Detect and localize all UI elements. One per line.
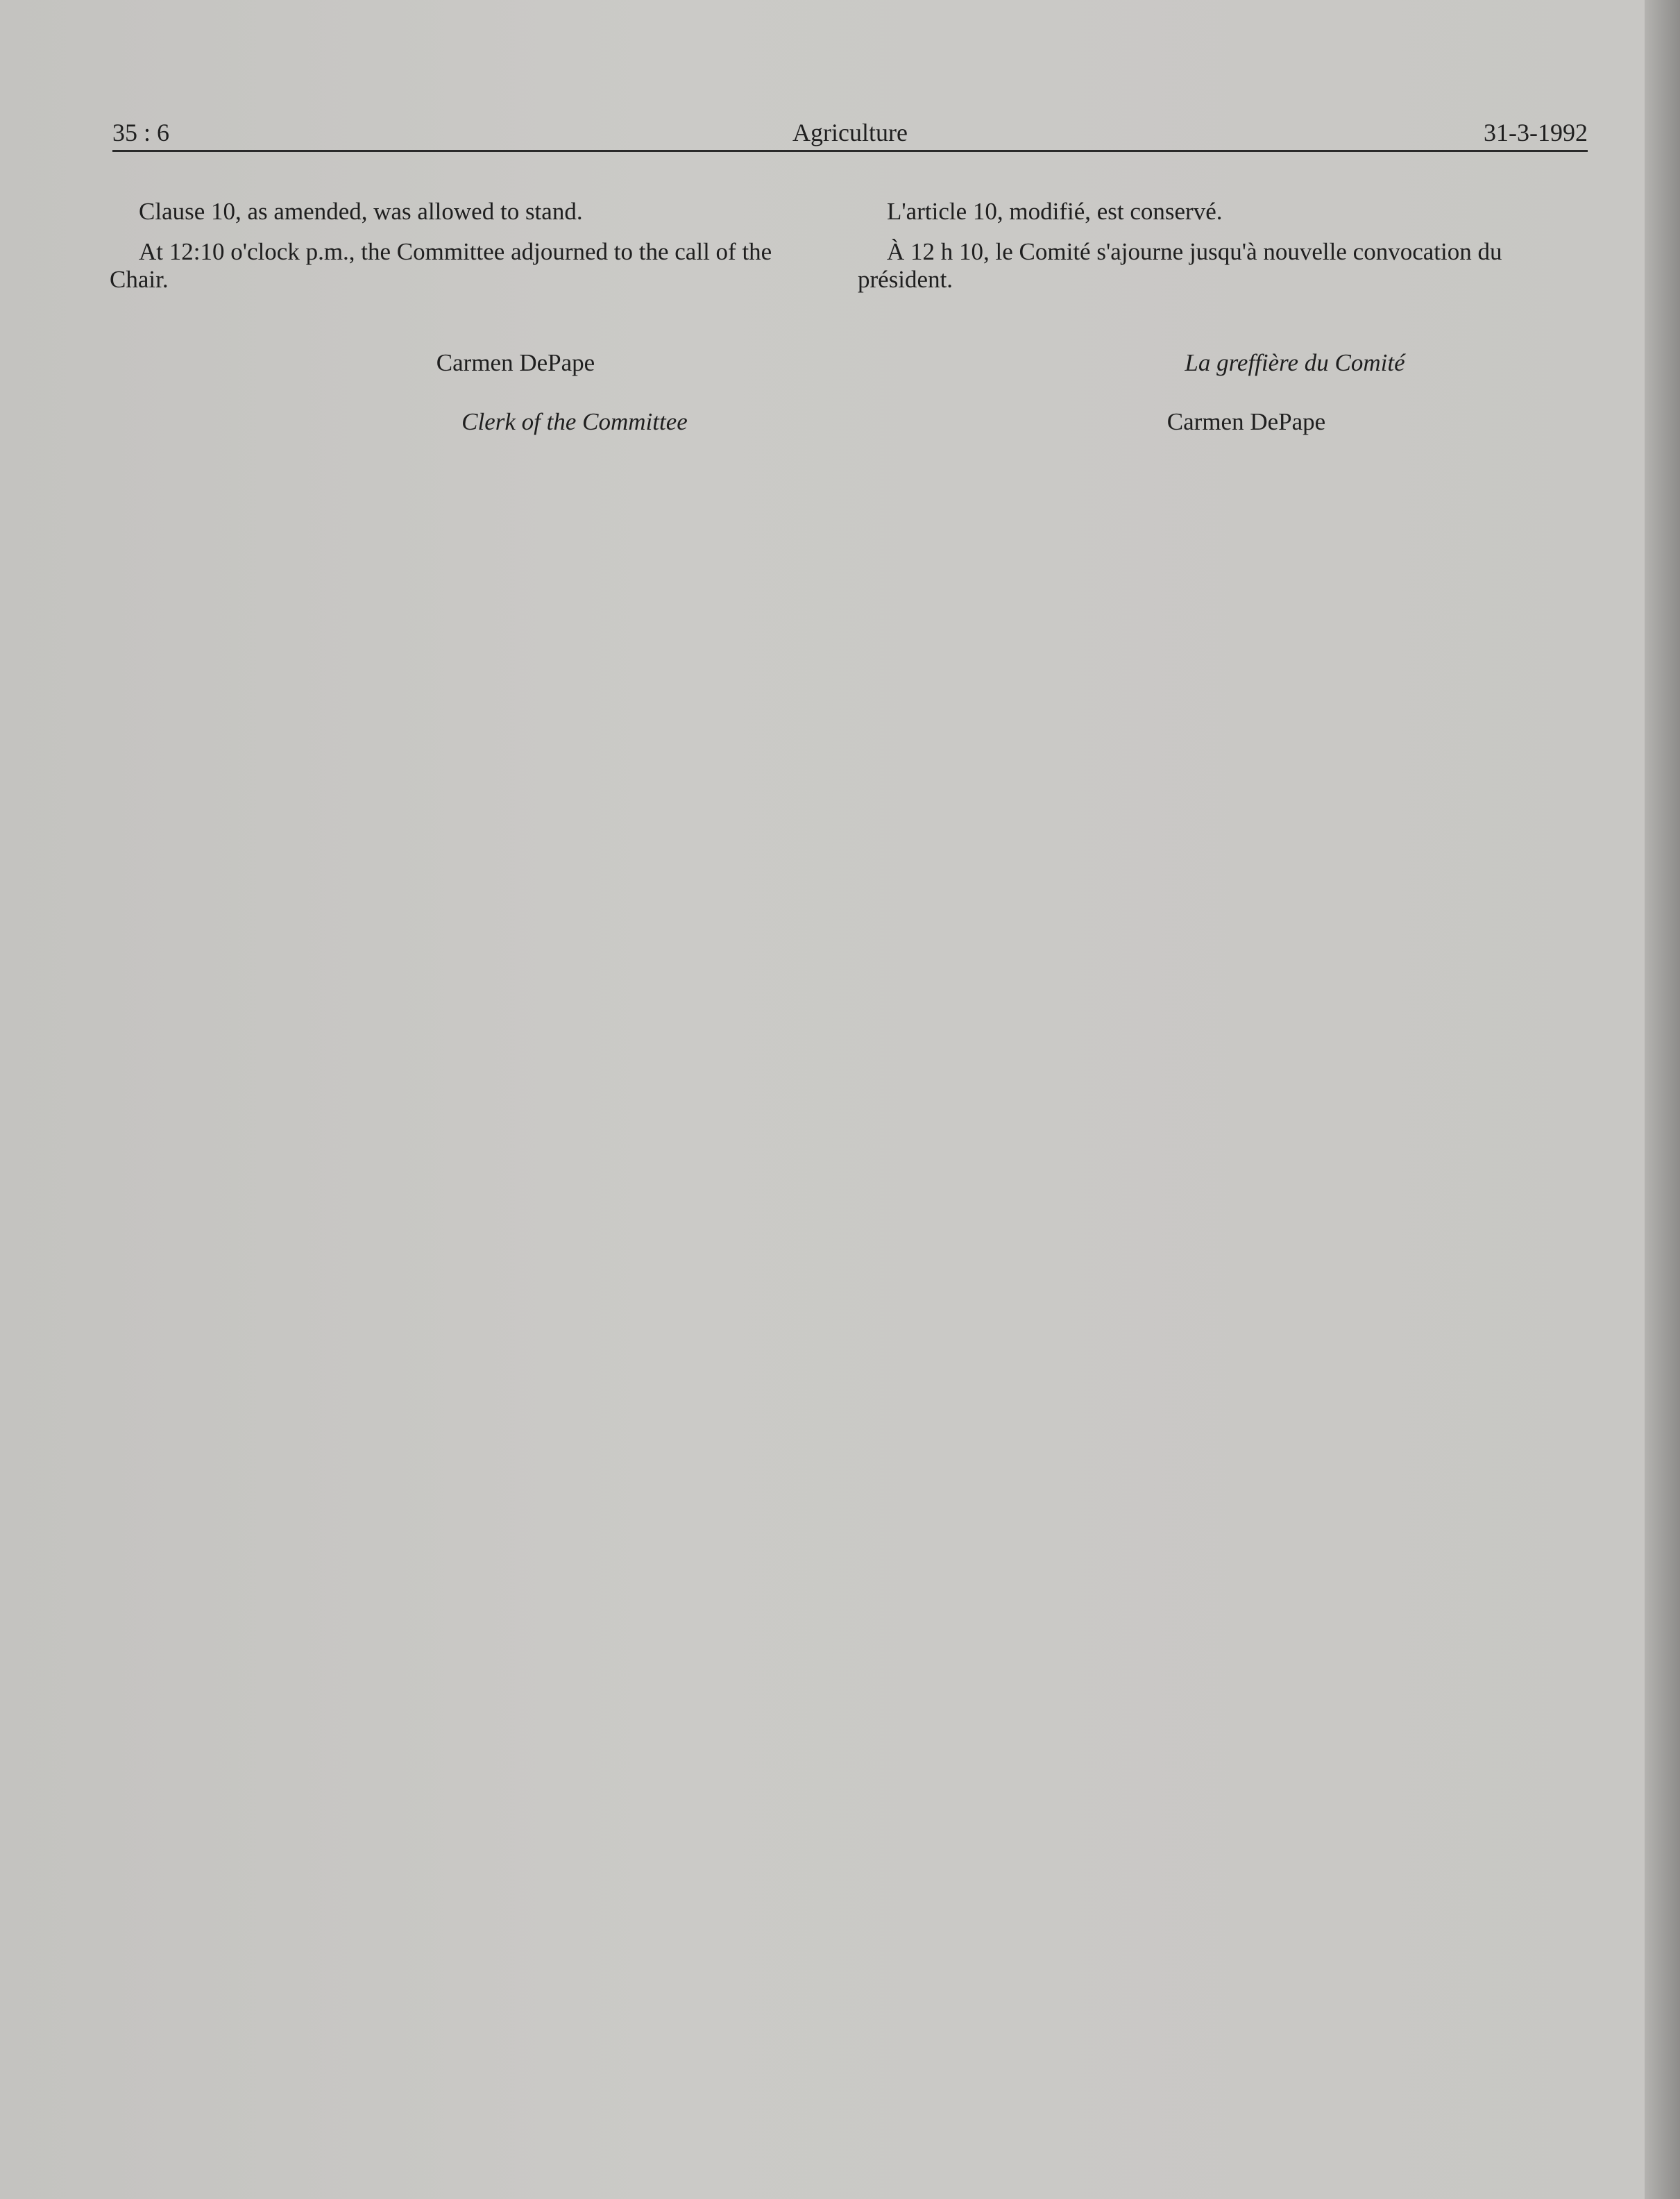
- header-date: 31-3-1992: [1484, 119, 1588, 146]
- page-header: [112, 111, 1588, 152]
- show-through-text: [104, 333, 840, 2013]
- french-paragraph-1: L'article 10, modifié, est conservé.: [887, 198, 1223, 225]
- french-paragraph-2: À 12 h 10, le Comité s'ajourne jusqu'à nouvelle convocation du président.: [858, 238, 1502, 293]
- english-clerk-title: Clerk of the Committee: [461, 408, 688, 435]
- english-clerk-name: Carmen DePape: [436, 349, 595, 376]
- english-column: [110, 198, 831, 448]
- page-edge-shadow: [1645, 0, 1680, 2199]
- english-paragraph-1: Clause 10, as amended, was allowed to stand.: [139, 198, 583, 225]
- english-paragraph-2: At 12:10 o'clock p.m., the Committee adjourned to the call of the Chair.: [110, 238, 772, 293]
- page-number: 35 : 6: [112, 119, 170, 146]
- french-clerk-name: Carmen DePape: [1166, 408, 1326, 435]
- french-column: [858, 198, 1579, 448]
- french-clerk-title: La greffière du Comité: [1185, 349, 1405, 376]
- running-title: Agriculture: [792, 119, 908, 146]
- show-through-text: [854, 333, 1589, 2013]
